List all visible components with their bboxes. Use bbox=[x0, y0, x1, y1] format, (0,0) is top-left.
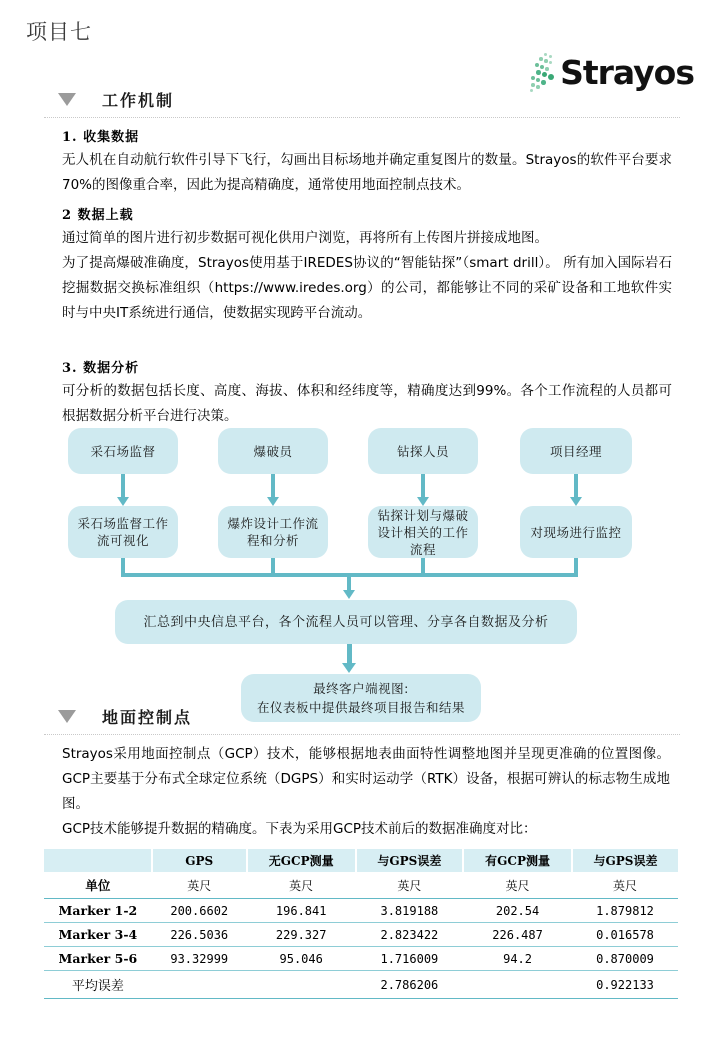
table-header-cell-0 bbox=[44, 849, 152, 872]
section-header-gcp[interactable] bbox=[44, 703, 680, 735]
section-title-gcp: 地面控制点 bbox=[102, 707, 193, 727]
table-cell: Marker 1-2 bbox=[44, 899, 152, 923]
flow-arrow-shaft-3 bbox=[421, 474, 425, 499]
flow-role-box-4: 项目经理 bbox=[520, 428, 632, 474]
workflow-diagram bbox=[0, 420, 720, 715]
flow-arrow-shaft-1 bbox=[121, 474, 125, 499]
flow-arrow-shaft-4 bbox=[574, 474, 578, 499]
table-cell: 226.487 bbox=[463, 923, 572, 947]
gcp-body bbox=[62, 742, 670, 842]
step-paragraph: 为了提高爆破准确度，Strayos使用基于IREDES协议的“智能钻探”（smart drill）。 所有加入国际岩石挖掘数据交换标准组织（https://www.iredes.org）的公司，都能够让不同的采矿设备和工地软件实时与中央IT系统进行通信，使数据实现跨平台流动。 bbox=[62, 255, 672, 321]
table-header-cell-1: GPS bbox=[152, 849, 247, 872]
flow-role-box-3: 钻探人员 bbox=[368, 428, 478, 474]
table-cell: 英尺 bbox=[247, 872, 356, 899]
table-cell bbox=[247, 971, 356, 999]
table-cell: 英尺 bbox=[572, 872, 678, 899]
table-header-cell-4: 有GCP测量 bbox=[463, 849, 572, 872]
table-cell: 95.046 bbox=[247, 947, 356, 971]
flow-arrow-head-final bbox=[342, 663, 356, 673]
table-cell: 英尺 bbox=[152, 872, 247, 899]
flow-task-box-4: 对现场进行监控 bbox=[520, 506, 632, 558]
flow-final-line-1: 最终客户端视图: bbox=[313, 681, 409, 696]
workflow-step-3 bbox=[62, 357, 672, 429]
table-cell: 196.841 bbox=[247, 899, 356, 923]
step-paragraph: 可分析的数据包括长度、高度、海拔、体积和经纬度等，精确度达到99%。各个工作流程的人员都可根据数据分析平台进行决策。 bbox=[62, 383, 672, 424]
flow-task-box-3: 钻探计划与爆破设计相关的工作流程 bbox=[368, 506, 478, 558]
triangle-down-icon[interactable] bbox=[58, 710, 76, 723]
table-cell: 93.32999 bbox=[152, 947, 247, 971]
table-row bbox=[44, 947, 678, 971]
flow-arrow-head-2 bbox=[267, 497, 279, 506]
table-unit-row bbox=[44, 872, 678, 899]
gcp-accuracy-table bbox=[44, 849, 678, 999]
table-cell bbox=[152, 971, 247, 999]
triangle-down-icon[interactable] bbox=[58, 93, 76, 106]
section-title-workflow: 工作机制 bbox=[102, 90, 175, 110]
table-cell: 平均误差 bbox=[44, 971, 152, 999]
table-header-cell-2: 无GCP测量 bbox=[247, 849, 356, 872]
flow-task-box-2: 爆炸设计工作流程和分析 bbox=[218, 506, 328, 558]
step-paragraph: 无人机在自动航行软件引导下飞行，勾画出目标场地并确定重复图片的数量。Strayos的软件平台要求70%的图像重合率，因此为提高精确度，通常使用地面控制点技术。 bbox=[62, 152, 672, 193]
step-heading: 2 数据上载 bbox=[62, 208, 134, 223]
table-header-cell-3: 与GPS误差 bbox=[356, 849, 464, 872]
table-cell: 0.870009 bbox=[572, 947, 678, 971]
section-divider bbox=[44, 734, 680, 735]
flow-aggregate-box: 汇总到中央信息平台，各个流程人员可以管理、分享各自数据及分析 bbox=[115, 600, 577, 644]
table-cell: 226.5036 bbox=[152, 923, 247, 947]
table-cell: 1.879812 bbox=[572, 899, 678, 923]
logo-wordmark: Strayos bbox=[560, 53, 694, 92]
workflow-step-1 bbox=[62, 126, 672, 198]
table-header-cell-5: 与GPS误差 bbox=[572, 849, 678, 872]
table-average-row bbox=[44, 971, 678, 999]
table-cell: 0.922133 bbox=[572, 971, 678, 999]
gcp-paragraph: GCP技术能够提升数据的精确度。下表为采用GCP技术前后的数据准确度对比： bbox=[62, 821, 537, 837]
table-cell: 2.786206 bbox=[356, 971, 464, 999]
table-cell: 0.016578 bbox=[572, 923, 678, 947]
gcp-paragraph: Strayos采用地面控制点（GCP）技术，能够根据地表曲面特性调整地图并呈现更准确的位置图像。GCP主要基于分布式全球定位系统（DGPS）和实时运动学（RTK）设备，根据可辨认的标志物生成地图。 bbox=[62, 746, 670, 812]
table-cell: 2.823422 bbox=[356, 923, 464, 947]
table-cell: Marker 3-4 bbox=[44, 923, 152, 947]
step-paragraph: 通过简单的图片进行初步数据可视化供用户浏览，再将所有上传图片拼接成地图。 bbox=[62, 230, 548, 246]
table-cell: 200.6602 bbox=[152, 899, 247, 923]
flow-arrow-head-1 bbox=[117, 497, 129, 506]
flow-task-box-1: 采石场监督工作流可视化 bbox=[68, 506, 178, 558]
table-cell: 英尺 bbox=[356, 872, 464, 899]
section-header-workflow[interactable] bbox=[44, 86, 680, 118]
table-row bbox=[44, 923, 678, 947]
table-header-row bbox=[44, 849, 678, 872]
table-cell: 英尺 bbox=[463, 872, 572, 899]
step-heading: 3. 数据分析 bbox=[62, 361, 140, 376]
flow-role-box-1: 采石场监督 bbox=[68, 428, 178, 474]
section-divider bbox=[44, 117, 680, 118]
table-cell: 94.2 bbox=[463, 947, 572, 971]
flow-arrow-head-3 bbox=[417, 497, 429, 506]
flow-arrow-shaft-2 bbox=[271, 474, 275, 499]
table-cell: 202.54 bbox=[463, 899, 572, 923]
table-cell bbox=[463, 971, 572, 999]
table-cell: 3.819188 bbox=[356, 899, 464, 923]
table-cell: 单位 bbox=[44, 872, 152, 899]
flow-role-box-2: 爆破员 bbox=[218, 428, 328, 474]
table-cell: 1.716009 bbox=[356, 947, 464, 971]
table-row bbox=[44, 899, 678, 923]
flow-arrow-head-aggregate bbox=[343, 590, 355, 599]
workflow-step-2 bbox=[62, 204, 672, 326]
flow-final-line-2: 在仪表板中提供最终项目报告和结果 bbox=[256, 700, 465, 715]
page-title: 项目七 bbox=[26, 20, 92, 44]
table-cell: Marker 5-6 bbox=[44, 947, 152, 971]
step-heading: 1. 收集数据 bbox=[62, 130, 140, 145]
flow-arrow-head-4 bbox=[570, 497, 582, 506]
table-cell: 229.327 bbox=[247, 923, 356, 947]
